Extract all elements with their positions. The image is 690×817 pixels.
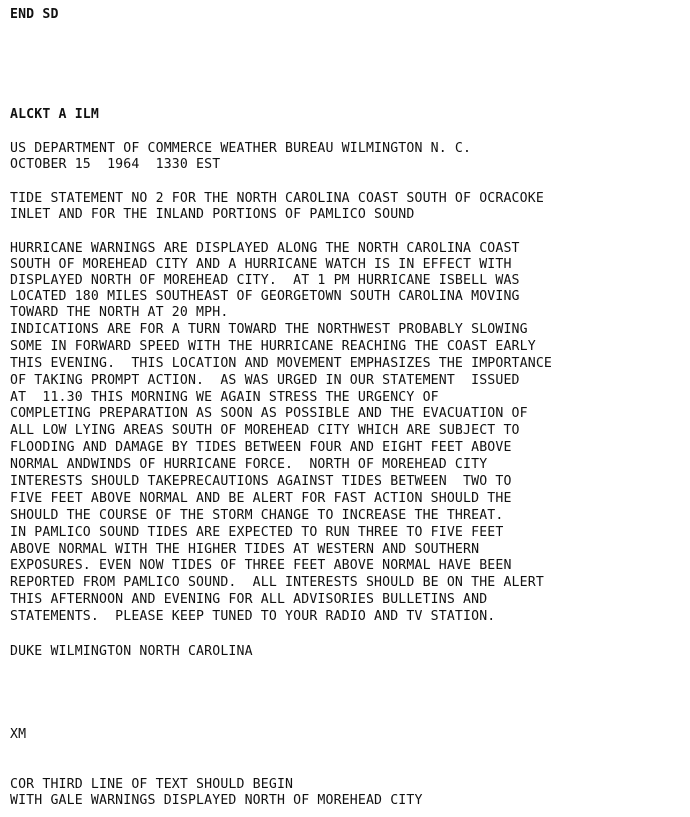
body-line: OF TAKING PROMPT ACTION. AS WAS URGED IN OUR STATEMENT ISSUED (10, 373, 520, 388)
body-line: EXPOSURES. EVEN NOW TIDES OF THREE FEET ABOVE NORMAL HAVE BEEN (10, 558, 512, 573)
body-line: FLOODING AND DAMAGE BY TIDES BETWEEN FOUR AND EIGHT FEET ABOVE (10, 440, 512, 455)
routing-code: ALCKT A ILM (10, 107, 99, 122)
correction-line: COR THIRD LINE OF TEXT SHOULD BEGIN (10, 777, 294, 792)
body-line: THIS EVENING. THIS LOCATION AND MOVEMENT EMPHASIZES THE IMPORTANCE (10, 356, 552, 371)
body-line: INDICATIONS ARE FOR A TURN TOWARD THE NORTHWEST PROBABLY SLOWING (10, 322, 528, 337)
body-line: HURRICANE WARNINGS ARE DISPLAYED ALONG THE NORTH CAROLINA COAST (10, 241, 520, 256)
body-line: STATEMENTS. PLEASE KEEP TUNED TO YOUR RADIO AND TV STATION. (10, 609, 496, 624)
signature: DUKE WILMINGTON NORTH CAROLINA (10, 644, 253, 659)
xm-marker: XM (10, 727, 27, 742)
body-line: ALL LOW LYING AREAS SOUTH OF MOREHEAD CITY WHICH ARE SUBJECT TO (10, 423, 520, 438)
statement-title-line: TIDE STATEMENT NO 2 FOR THE NORTH CAROLINA COAST SOUTH OF OCRACOKE (10, 191, 544, 206)
body-line: LOCATED 180 MILES SOUTHEAST OF GEORGETOWN SOUTH CAROLINA MOVING (10, 289, 520, 304)
body-line: TOWARD THE NORTH AT 20 MPH. (10, 305, 229, 320)
body-line: SOME IN FORWARD SPEED WITH THE HURRICANE REACHING THE COAST EARLY (10, 339, 536, 354)
body-line: ABOVE NORMAL WITH THE HIGHER TIDES AT WESTERN AND SOUTHERN (10, 542, 480, 557)
body-line: SHOULD THE COURSE OF THE STORM CHANGE TO INCREASE THE THREAT. (10, 508, 504, 523)
body-line: SOUTH OF MOREHEAD CITY AND A HURRICANE WATCH IS IN EFFECT WITH (10, 257, 512, 272)
body-line: AT 11.30 THIS MORNING WE AGAIN STRESS THE URGENCY OF (10, 390, 439, 405)
body-line: COMPLETING PREPARATION AS SOON AS POSSIBLE AND THE EVACUATION OF (10, 406, 528, 421)
correction-line: WITH GALE WARNINGS DISPLAYED NORTH OF MOREHEAD CITY (10, 793, 423, 808)
body-line: NORMAL ANDWINDS OF HURRICANE FORCE. NORTH OF MOREHEAD CITY (10, 457, 488, 472)
statement-title-line: INLET AND FOR THE INLAND PORTIONS OF PAMLICO SOUND (10, 207, 415, 222)
agency-name: US DEPARTMENT OF COMMERCE WEATHER BUREAU WILMINGTON N. C. (10, 141, 472, 156)
body-line: REPORTED FROM PAMLICO SOUND. ALL INTERESTS SHOULD BE ON THE ALERT (10, 575, 544, 590)
end-marker: END SD (10, 7, 59, 22)
body-line: INTERESTS SHOULD TAKEPRECAUTIONS AGAINST TIDES BETWEEN TWO TO (10, 474, 512, 489)
body-line: IN PAMLICO SOUND TIDES ARE EXPECTED TO RUN THREE TO FIVE FEET (10, 525, 504, 540)
issue-datetime: OCTOBER 15 1964 1330 EST (10, 157, 221, 172)
body-line: THIS AFTERNOON AND EVENING FOR ALL ADVISORIES BULLETINS AND (10, 592, 488, 607)
body-line: FIVE FEET ABOVE NORMAL AND BE ALERT FOR FAST ACTION SHOULD THE (10, 491, 512, 506)
body-line: DISPLAYED NORTH OF MOREHEAD CITY. AT 1 PM HURRICANE ISBELL WAS (10, 273, 520, 288)
